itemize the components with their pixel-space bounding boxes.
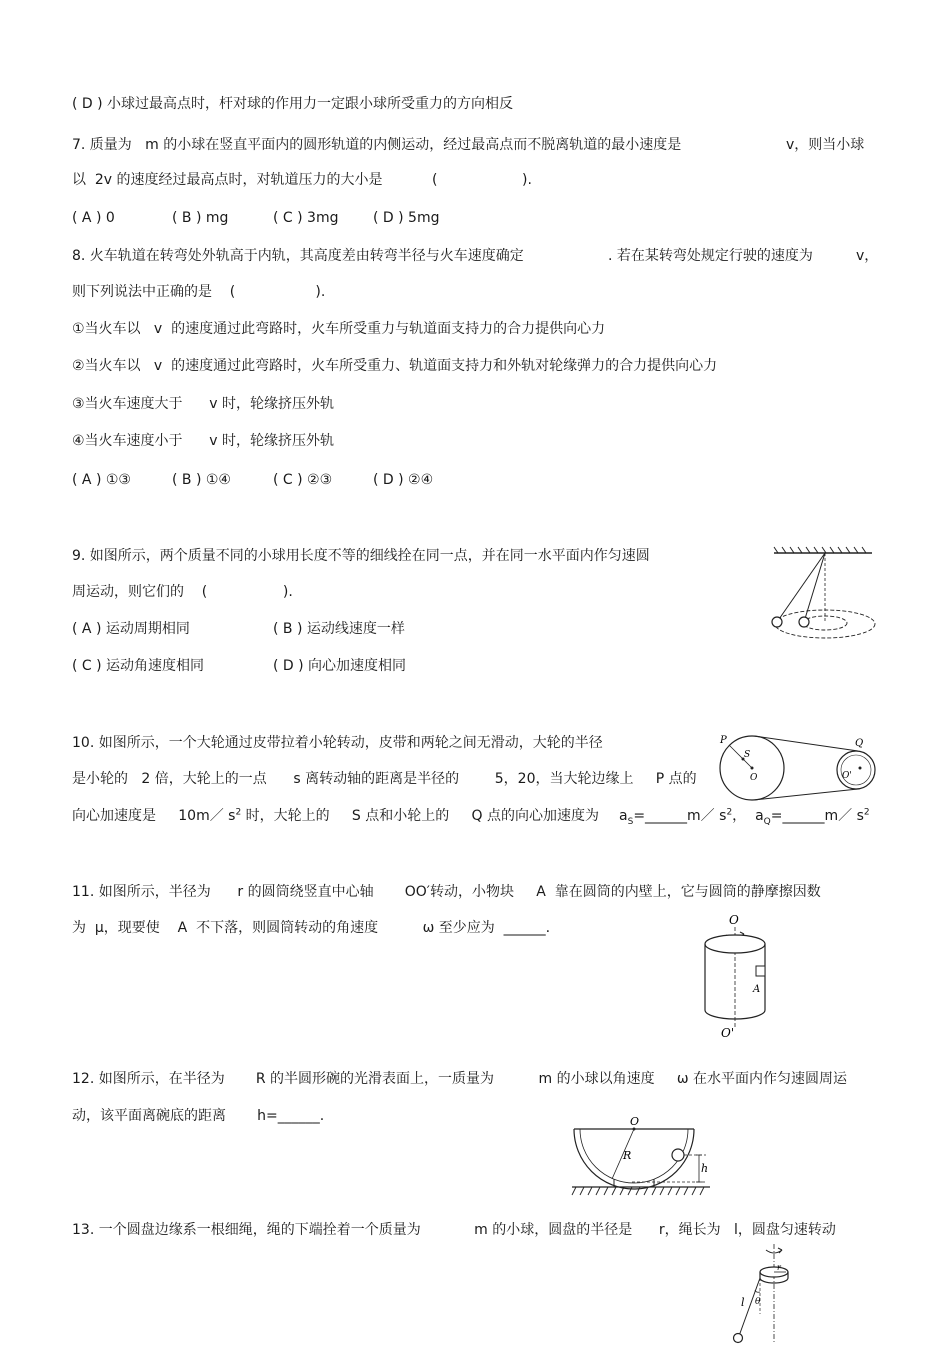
q10-answer-blanks: $a_S=\_\_\_\_\_\_m/$ $s^2$， $a_Q=\_\_\_\_\_\_m/$ $s^2$	[619, 807, 870, 827]
q11-line-2: 为 μ，现要使 A 不下落，则圆筒转动的角速度 ω 至少应为 ______.	[72, 920, 551, 936]
angle-theta-label: θ	[755, 1297, 761, 1307]
q8-option-d: ( D ) ②④	[373, 472, 434, 488]
disk-radius-r-label: r	[777, 1263, 781, 1272]
hemispherical-bowl-figure	[570, 1113, 712, 1201]
center-o-prime-label: O'	[842, 771, 852, 781]
q10-line-3: 向心加速度是 10m／ $s^2$ 时，大轮上的 S 点和小轮上的 Q 点的向心加速度为	[72, 807, 599, 824]
radius-r-label: R	[623, 1149, 632, 1162]
q9-option-a: ( A ) 运动周期相同	[72, 621, 190, 637]
q8-statement-1: ①当火车以 v 的速度通过此弯路时，火车所受重力与轨道面支持力的合力提供向心力	[72, 321, 606, 337]
height-h-label: h	[701, 1162, 709, 1175]
q10-line-2: 是小轮的 2 倍，大轮上的一点 s 离转动轴的距离是半径的 5，20，当大轮边缘上 P 点的	[72, 771, 697, 787]
axis-o-prime-label: O'	[721, 1026, 735, 1040]
q9-line-1: 9. 如图所示，两个质量不同的小球用长度不等的细线拴在同一点，并在同一水平面内作匀速圆	[72, 548, 650, 564]
conical-pendulum-figure	[768, 546, 878, 642]
q8-line-1-mid: . 若在某转弯处规定行驶的速度为	[608, 248, 813, 264]
q8-line-1: 8. 火车轨道在转弯处外轨高于内轨，其高度差由转弯半径与火车速度确定	[72, 248, 524, 264]
point-q-label: Q	[855, 738, 864, 749]
q13-line-1: 13. 一个圆盘边缘系一根细绳，绳的下端拴着一个质量为 m 的小球，圆盘的半径是 r，绳长为 l，圆盘匀速转动	[72, 1222, 836, 1238]
q7-line-2: 以 2v 的速度经过最高点时，对轨道压力的大小是	[72, 172, 383, 188]
belt-pulley-figure	[712, 732, 877, 804]
q7-line-1-tail: v，则当小球	[786, 137, 865, 153]
q7-option-d: ( D ) 5mg	[373, 210, 440, 226]
q12-line-2: 动，该平面离碗底的距离 h=______.	[72, 1108, 325, 1124]
q8-option-b: ( B ) ①④	[172, 472, 231, 488]
q9-option-c: ( C ) 运动角速度相同	[72, 658, 205, 674]
q7-option-c: ( C ) 3mg	[273, 210, 339, 226]
q7-option-a: ( A ) 0	[72, 210, 115, 226]
rotating-cylinder-figure	[698, 913, 776, 1041]
q11-line-1: 11. 如图所示，半径为 r 的圆筒绕竖直中心轴 OO′转动，小物块 A 靠在圆筒的内壁上，它与圆筒的静摩擦因数	[72, 884, 821, 900]
q6-option-d: ( D ) 小球过最高点时，杆对球的作用力一定跟小球所受重力的方向相反	[72, 96, 514, 112]
q8-statement-4: ④当火车速度小于 v 时，轮缘挤压外轨	[72, 433, 334, 449]
center-o-label: O	[750, 773, 758, 783]
q9-line-2: 周运动，则它们的 ( ).	[72, 584, 293, 600]
q9-option-b: ( B ) 运动线速度一样	[273, 621, 405, 637]
q8-line-2: 则下列说法中正确的是 ( ).	[72, 284, 326, 300]
q9-option-d: ( D ) 向心加速度相同	[273, 658, 407, 674]
q7-option-b: ( B ) mg	[172, 210, 229, 226]
q10-line-1: 10. 如图所示，一个大轮通过皮带拉着小轮转动，皮带和两轮之间无滑动，大轮的半径	[72, 735, 603, 751]
q12-line-1: 12. 如图所示，在半径为 R 的半圆形碗的光滑表面上，一质量为 m 的小球以角速度 ω 在水平面内作匀速圆周运	[72, 1071, 848, 1087]
rope-length-l-label: l	[741, 1296, 745, 1309]
q8-option-c: ( C ) ②③	[273, 472, 333, 488]
q8-line-1-tail: v，	[856, 248, 879, 264]
point-s-label: S	[744, 750, 751, 760]
block-a-label: A	[753, 984, 761, 995]
rotating-disk-pendulum-figure	[724, 1244, 806, 1344]
q8-statement-2: ②当火车以 v 的速度通过此弯路时，火车所受重力、轨道面支持力和外轨对轮缘弹力的合力提供向心力	[72, 358, 718, 374]
q7-line-1: 7. 质量为 m 的小球在竖直平面内的圆形轨道的内侧运动，经过最高点而不脱离轨道的最小速度是	[72, 137, 682, 153]
q8-option-a: ( A ) ①③	[72, 472, 131, 488]
point-p-label: P	[720, 735, 727, 746]
center-o-label: O	[630, 1115, 640, 1128]
axis-o-label: O	[729, 913, 739, 927]
q8-statement-3: ③当火车速度大于 v 时，轮缘挤压外轨	[72, 396, 334, 412]
q7-line-2-paren: ( ).	[432, 172, 532, 188]
